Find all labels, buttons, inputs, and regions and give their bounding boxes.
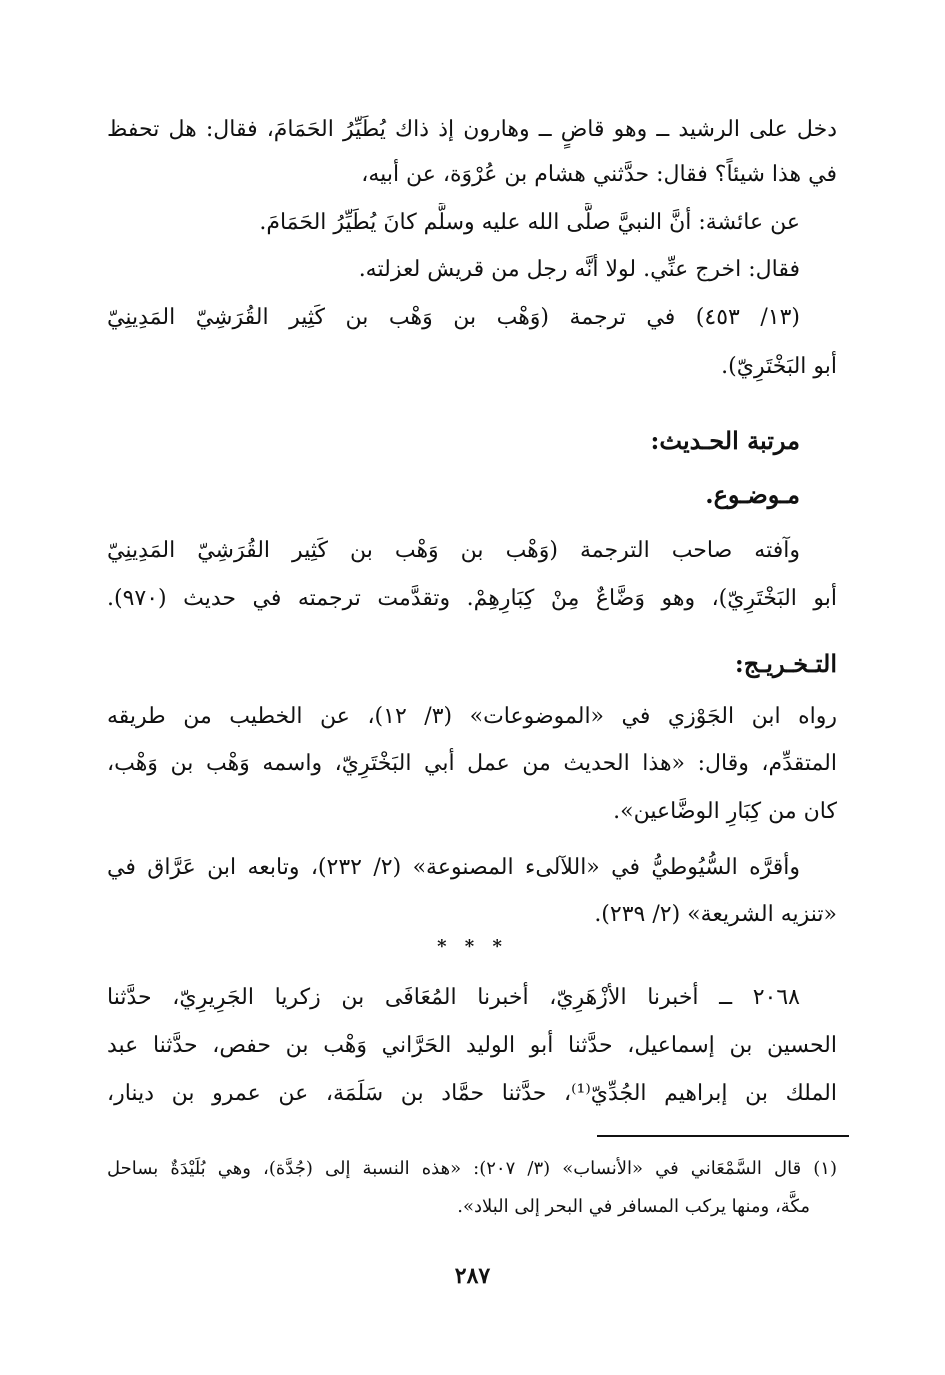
text-line-8: أبو البَخْتَرِيّ)، وهو وَضَّاعٌ مِنْ كِبَارِهِمْ. وتقدَّمت ترجمته في حديث (٩٧٠).	[107, 586, 837, 611]
footnote-line-1: (١) قال السَّمْعَاني في «الأنساب» (٣/ ٢٠٧): «هذه النسبة إلى (جُدَّة)، وهي بُلَيْدَةٌ بساحل	[107, 1158, 837, 1179]
text-line-16: الملك بن إبراهيم الجُدِّيّ⁽¹⁾، حدَّثنا حمَّاد بن سَلَمَة، عن عمرو بن دينار،	[107, 1081, 837, 1106]
text-line-10: المتقدِّم، وقال: «هذا الحديث من عمل أبي البَخْتَرِيّ، واسمه وَهْب بن وَهْب،	[107, 751, 837, 776]
text-line-3: عن عائشة: أنَّ النبيَّ صلَّى الله عليه وسلَّم كانَ يُطَيِّرُ الحَمَامَ.	[259, 210, 800, 235]
text-line-13: «تنزيه الشريعة» (٢/ ٢٣٩).	[594, 902, 837, 927]
text-line-6: أبو البَخْتَرِيّ).	[721, 354, 837, 379]
footnote-line-2: مكَّة، ومنها يركب المسافر في البحر إلى البلاد».	[457, 1196, 810, 1217]
heading-takhrij: التـخـريـج:	[734, 649, 837, 678]
text-line-4: فقال: اخرج عنِّي. لولا أنَّه رجل من قريش لعزلته.	[358, 257, 800, 282]
text-line-5: (١٣/ ٤٥٣) في ترجمة (وَهْب بن وَهْب بن كَثِير القُرَشِيّ المَدِينِيّ	[107, 305, 800, 330]
section-separator: * * *	[437, 936, 508, 957]
text-line-1: دخل على الرشيد ــ وهو قاضٍ ــ وهارون إذ ذاك يُطَيِّرُ الحَمَامَ، فقال: هل تحفظ	[107, 117, 837, 142]
text-line-14: ٢٠٦٨ ــ أخبرنا الأزْهَرِيّ، أخبرنا المُعَافَى بن زكريا الجَرِيرِيّ، حدَّثنا	[107, 985, 800, 1010]
text-line-9: رواه ابن الجَوْزي في «الموضوعات» (٣/ ١٢)، عن الخطيب من طريقه	[107, 704, 837, 729]
text-line-7: وآفته صاحب الترجمة (وَهْب بن وَهْب بن كَثِير القُرَشِيّ المَدِينِيّ	[107, 538, 800, 563]
hadith-rank-value: مـوضـوع.	[705, 480, 800, 509]
text-line-11: كان من كِبَارِ الوضَّاعين».	[613, 799, 837, 824]
text-line-12: وأقرَّه السُّيُوطيُّ في «اللآلىء المصنوعة» (٢/ ٢٣٢)، وتابعه ابن عَرَّاق في	[107, 855, 800, 880]
page-number: ٢٨٧	[454, 1263, 491, 1289]
text-line-2: في هذا شيئاً؟ فقال: حدَّثني هشام بن عُرْوَة، عن أبيه،	[361, 162, 837, 187]
footnote-rule	[597, 1135, 849, 1137]
heading-hadith-rank: مرتبة الحـديث:	[650, 426, 800, 455]
text-line-15: الحسين بن إسماعيل، حدَّثنا أبو الوليد الحَرَّاني وَهْب بن حفص، حدَّثنا عبد	[107, 1033, 837, 1058]
